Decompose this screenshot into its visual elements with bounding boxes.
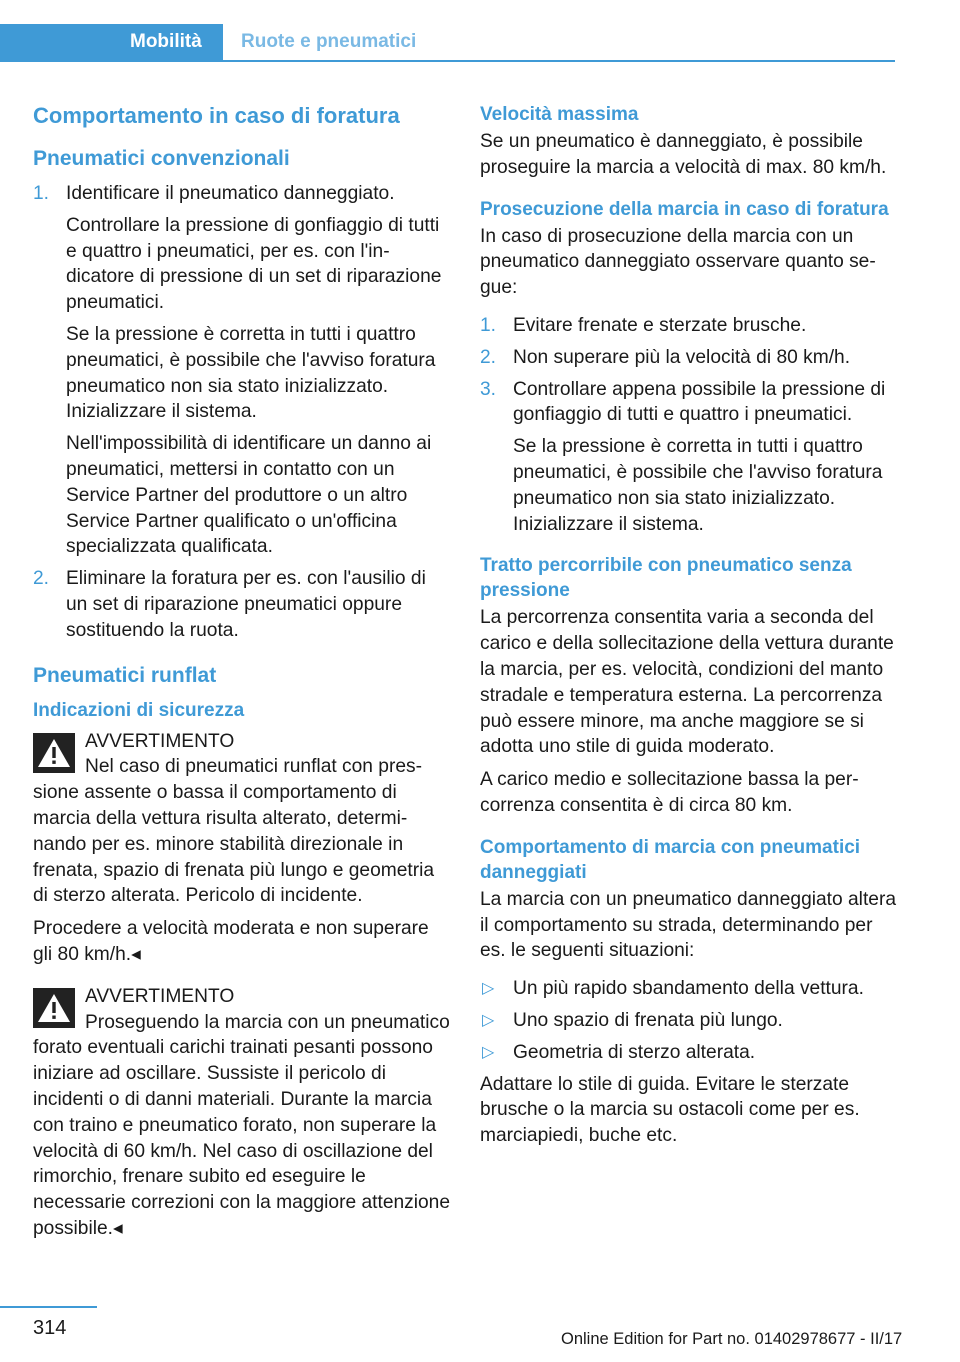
- section-tab-mobility[interactable]: Mobilità: [0, 24, 223, 60]
- warning-triangle-icon: [33, 733, 75, 773]
- step-text: Non superare più la velocità di 80 km/h.: [513, 346, 851, 368]
- warning-title: AVVERTIMENTO: [85, 730, 235, 752]
- warning-text: Proseguendo la marcia con un pneumatico forato eventuali carichi trainati pesanti possono iniziare ad oscillare. Sussiste il pericolo di incidenti o di danni materiali. Durante la marcia con traino e pneumatico forato, non superare la velocità di 60 km/h. Nel caso di oscillazione del rimorchio, frenare subito ed eseguire le necessarie correzioni con la maggiore attenzione possibile.◂: [33, 1011, 451, 1239]
- warning-block: [33, 729, 451, 910]
- list-item: [33, 566, 451, 643]
- right-column: [480, 102, 898, 1156]
- paragraph: A carico medio e sollecitazione bassa la percorrenza consentita è di circa 80 km.: [480, 769, 859, 816]
- step-number: 2.: [480, 346, 497, 368]
- paragraph: Se un pneumatico è danneggiato, è possibile proseguire la marcia a velocità di max. 80 km/h.: [480, 131, 887, 178]
- heading-flat-range: Tratto percorribile con pneumatico senza pressione: [480, 555, 852, 602]
- triangle-bullet-icon: ▷: [482, 1043, 495, 1061]
- situations-list: [480, 976, 898, 1065]
- section-tab-wheels-tyres[interactable]: Ruote e pneumatici: [241, 31, 417, 52]
- warning-triangle-icon: [33, 988, 75, 1028]
- page-header: [0, 24, 895, 62]
- list-item: [33, 181, 451, 560]
- step-number: 1.: [480, 314, 497, 336]
- heading-damaged-behaviour: Comportamento di marcia con pneumatici danneggiati: [480, 836, 861, 883]
- footer-rule: [0, 1306, 97, 1308]
- warning-text: Nel caso di pneumatici runflat con pressione assente o bassa il comportamento di marcia della vettura risulta alterato, determinando per es. minore stabilità direzionale in frenata, spazio di frenata più lungo e geometria di sterzo alterata. Pericolo di incidente.: [33, 756, 435, 907]
- list-item-text: Uno spazio di frenata più lungo.: [513, 1009, 783, 1031]
- section-title: Comportamento in caso di foratura: [33, 103, 400, 128]
- step-paragraph: Se la pressione è corretta in tutti i quattro pneumatici, è possibile che l'avviso foratura pneumatico non sia stato inizializzato. Inizializzare il sistema.: [66, 323, 436, 423]
- step-paragraph: Se la pressione è corretta in tutti i quattro pneumatici, è possibile che l'avviso foratura pneumatico non sia stato inizializzato. Inizializzare il sistema.: [513, 436, 883, 535]
- step-number: 2.: [33, 568, 50, 590]
- heading-conventional-tyres: Pneumatici convenzionali: [33, 147, 290, 170]
- paragraph: La marcia con un pneumatico danneggiato altera il comportamento su strada, determinando per es. le seguenti situazioni:: [480, 888, 897, 962]
- paragraph: In caso di prosecuzione della marcia con un pneumatico danneggiato osservare quanto segue:: [480, 225, 876, 299]
- continue-steps-list: [480, 313, 898, 537]
- list-item: [480, 377, 898, 538]
- header-rule: [0, 60, 895, 62]
- heading-continue-driving: Prosecuzione della marcia in caso di foratura: [480, 198, 889, 220]
- step-text: Evitare frenate e sterzate brusche.: [513, 314, 807, 336]
- list-item: [480, 1040, 898, 1066]
- triangle-bullet-icon: ▷: [482, 980, 495, 998]
- left-column: [33, 102, 451, 1249]
- list-item-text: Un più rapido sbandamento della vettura.: [513, 978, 864, 1000]
- conventional-steps-list: [33, 181, 451, 644]
- warning-title: AVVERTIMENTO: [85, 985, 235, 1007]
- list-item: [480, 345, 898, 371]
- edition-note: Online Edition for Part no. 01402978677 - II/17: [561, 1330, 903, 1348]
- step-text: Controllare appena possibile la pressione di gonfiaggio di tutti e quattro i pneumatici.: [513, 378, 886, 426]
- list-item: [480, 976, 898, 1002]
- step-text: Identificare il pneumatico danneggiato.: [66, 183, 395, 204]
- step-number: 1.: [33, 183, 50, 204]
- heading-max-speed: Velocità massima: [480, 104, 639, 125]
- step-number: 3.: [480, 378, 497, 400]
- list-item: [480, 313, 898, 339]
- heading-safety-notes: Indicazioni di sicurezza: [33, 699, 245, 721]
- step-text: Eliminare la foratura per es. con l'ausilio di un set di riparazione pneumatici oppure sostituendo la ruota.: [66, 568, 426, 641]
- heading-runflat-tyres: Pneumatici runflat: [33, 663, 217, 687]
- warning-block: [33, 984, 451, 1242]
- step-paragraph: Controllare la pressione di gonfiaggio di tutti e quattro i pneumatici, per es. con l'indicatore di pressione di un set di riparazione pneumatici.: [66, 214, 442, 314]
- triangle-bullet-icon: ▷: [482, 1011, 495, 1029]
- paragraph: La percorrenza consentita varia a seconda del carico e della sollecitazione della vettura durante la marcia, per es. velocità, condizioni del manto stradale e temperatura esterna. La percorrenza può essere minore, ma anche maggiore se si adotta uno stile di guida moderato.: [480, 607, 894, 758]
- list-item-text: Geometria di sterzo alterata.: [513, 1041, 756, 1063]
- page-number: 314: [33, 1317, 67, 1339]
- warning-paragraph: Procedere a velocità moderata e non superare gli 80 km/h.◂: [33, 918, 429, 965]
- list-item: [480, 1008, 898, 1034]
- step-paragraph: Nell'impossibilità di identificare un danno ai pneumatici, mettersi in contatto con un Service Partner del produttore o un altro Service Partner qualificato o un'officina specializzata qualificata.: [66, 433, 432, 558]
- paragraph: Adattare lo stile di guida. Evitare le sterzate brusche o la marcia su ostacoli come per es. marciapiedi, buche etc.: [480, 1073, 860, 1147]
